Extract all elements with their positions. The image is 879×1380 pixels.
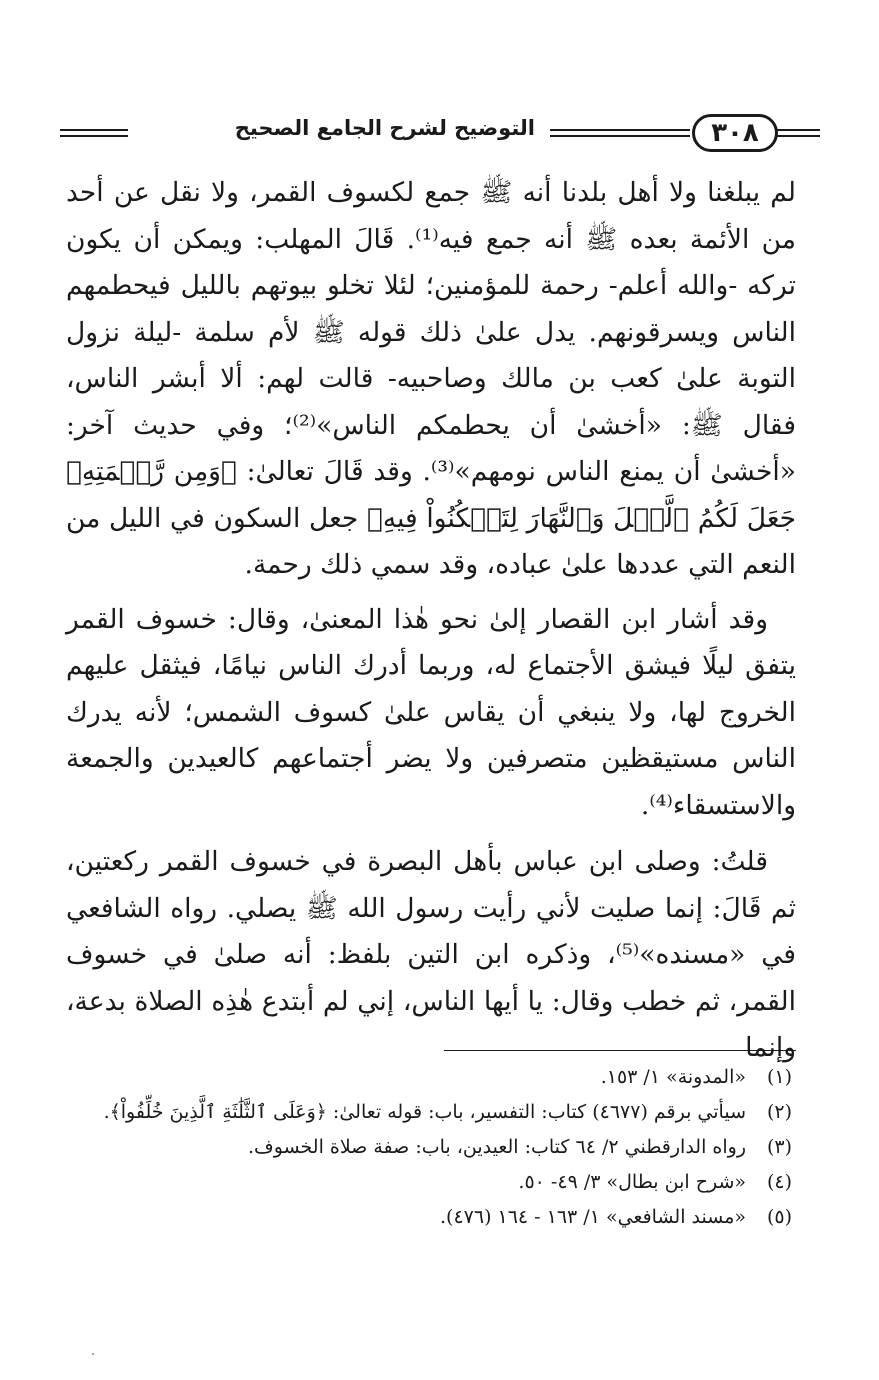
footnote-text: رواه الدارقطني ٢/ ٦٤ كتاب: العيدين، باب: صفة صلاة الخسوف. [248, 1136, 746, 1158]
header-rule-right [776, 129, 820, 137]
footnote-3 [90, 1132, 792, 1163]
running-title: التوضيح لشرح الجامع الصحيح [234, 116, 535, 140]
footnote-text: «المدونة» ١/ ١٥٣. [600, 1066, 746, 1088]
paragraph-2: وقد أشار ابن القصار إلىٰ نحو هٰذا المعنىٰ، وقال: خسوف القمر يتفق ليلًا فيشق الأجتماع له، وربما أدرك الناس نيامًا، فيثقل عليهم الخروج لها، ولا ينبغي أن يقاس علىٰ كسوف الشمس؛ لأنه يدرك الناس مستيقظين متصرفين ولا يضر أجتماعهم كالعيدين والجمعة والاستسقاء⁽⁴⁾. [66, 603, 796, 821]
footnote-text: سيأتي برقم (٤٦٧٧) كتاب: التفسير، باب: قوله تعالىٰ: ﴿وَعَلَى ٱلثَّلَٰثَةِ ٱلَّذِينَ خُلِّفُواْ﴾. [103, 1101, 746, 1123]
footnote-text: «شرح ابن بطال» ٣/ ٤٩- ٥٠. [518, 1171, 746, 1193]
footnote-2 [90, 1097, 792, 1128]
footnote-number: (٤) [766, 1171, 792, 1193]
footnote-number: (٥) [766, 1206, 792, 1228]
paragraph-3: قلتُ: وصلى ابن عباس بأهل البصرة في خسوف القمر ركعتين، ثم قَالَ: إنما صليت لأني رأيت رسول الله ﷺ يصلي. رواه الشافعي في «مسنده»⁽⁵⁾، وذكره ابن التين بلفظ: أنه صلىٰ في خسوف القمر، ثم خطب وقال: يا أيها الناس، إني لم أبتدع هٰذِه الصلاة بدعة، وإنما [66, 846, 796, 1063]
page-header [60, 112, 820, 158]
header-rule-middle [550, 129, 690, 137]
footnote-text: «مسند الشافعي» ١/ ١٦٣ - ١٦٤ (٤٧٦). [439, 1206, 746, 1228]
header-rule-left [60, 129, 128, 137]
footnote-1 [90, 1062, 792, 1093]
footnote-divider [444, 1050, 796, 1051]
main-text [66, 170, 796, 1072]
page-number: ٣٠٨ [692, 114, 778, 152]
footnote-5 [90, 1202, 792, 1233]
footnote-number: (٢) [766, 1101, 792, 1123]
footnote-number: (٣) [766, 1136, 792, 1158]
footnotes [90, 1062, 792, 1237]
footnote-number: (١) [766, 1066, 792, 1088]
paper-speck [92, 1353, 94, 1355]
footnote-4 [90, 1167, 792, 1198]
paragraph-1: لم يبلغنا ولا أهل بلدنا أنه ﷺ جمع لكسوف القمر، ولا نقل عن أحد من الأئمة بعده ﷺ أنه جمع فيه⁽¹⁾. قَالَ المهلب: ويمكن أن يكون تركه -والله أعلم- رحمة للمؤمنين؛ لئلا تخلو بيوتهم بالليل فيحطمهم الناس ويسرقونهم. يدل علىٰ ذلك قوله ﷺ لأم سلمة -ليلة نزول التوبة علىٰ كعب بن مالك وصاحبيه- قالت لهم: ألا أبشر الناس، فقال ﷺ: «أخشىٰ أن يحطمكم الناس»⁽²⁾؛ وفي حديث آخر: «أخشىٰ أن يمنع الناس نومهم»⁽³⁾. وقد قَالَ تعالىٰ: ﴿وَمِن رَّحۡمَتِهِۦ جَعَلَ لَكُمُ ٱلَّيۡلَ وَٱلنَّهَارَ لِتَسۡكُنُواْ فِيهِ﴾ جعل السكون في الليل من النعم التي عددها علىٰ عباده، وقد سمي ذلك رحمة. [66, 177, 797, 580]
